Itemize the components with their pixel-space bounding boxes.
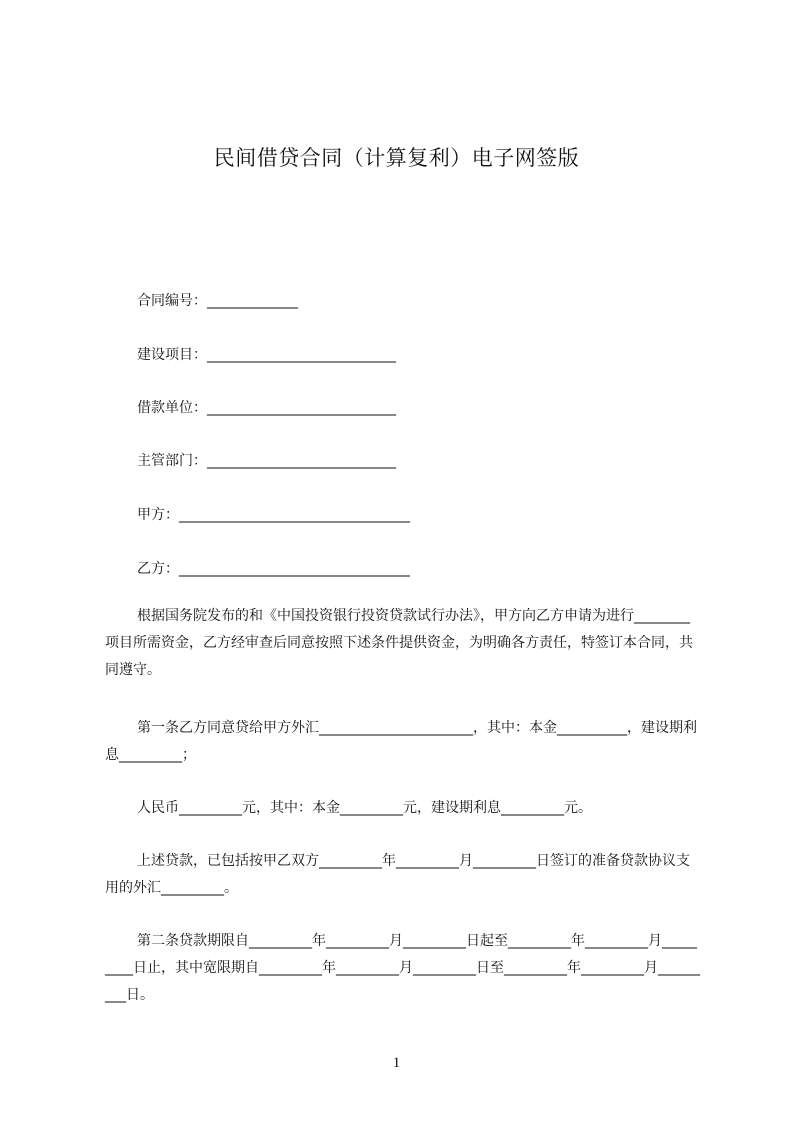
paragraph-rmb: 人民币_________元，其中：本金_________元，建设期利息_________元。	[137, 800, 592, 816]
party-b-field: 乙方：_________________________________	[137, 561, 410, 577]
paragraph-loan-included: 上述贷款，已包括按甲乙双方_________年_________月_________日签订的准备贷款协议支用的外汇_________。	[105, 853, 690, 896]
authority-field: 主管部门：___________________________	[137, 453, 396, 469]
paragraph-preamble: 根据国务院发布的和《中国投资银行投资贷款试行办法》，甲方向乙方申请为进行________项目所需资金，乙方经审查后同意按照下述条件提供资金，为明确各方责任，特签订本合同，共同遵守。	[105, 608, 693, 678]
document-title: 民间借贷合同（计算复利）电子网签版	[213, 146, 580, 170]
project-field: 建设项目：___________________________	[137, 347, 396, 363]
paragraph-article-1: 第一条乙方同意贷给甲方外汇______________________，其中：本金__________，建设期利息_________；	[105, 720, 697, 763]
borrower-field: 借款单位：___________________________	[137, 400, 396, 416]
contract-number-field: 合同编号：_____________	[137, 293, 298, 309]
page-number: 1	[392, 1055, 401, 1071]
party-a-field: 甲方：_________________________________	[137, 507, 410, 523]
paragraph-article-2: 第二条贷款期限自_________年_________月_________日起至_________年_________月_________日止，其中宽限期自_________年_________月_________日至_________年_________月_________日。	[105, 933, 700, 1003]
